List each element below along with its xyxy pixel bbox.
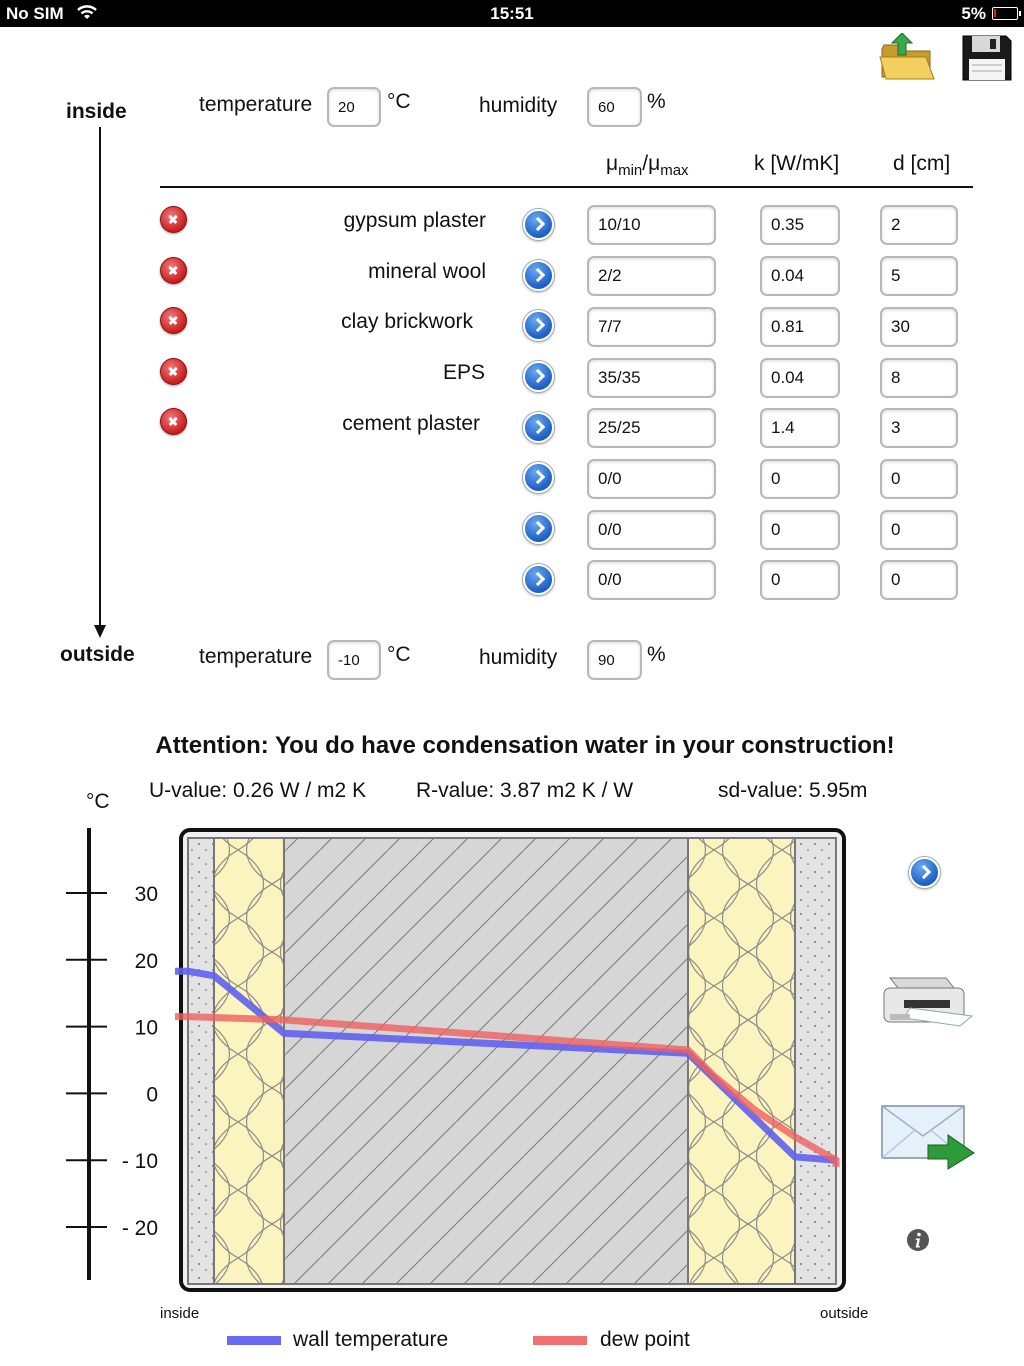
d-input[interactable]: 0 [880, 560, 958, 600]
info-icon[interactable] [906, 1228, 930, 1252]
folder-open-icon[interactable] [878, 33, 938, 83]
battery-percent: 5% [961, 4, 986, 23]
layer-detail-button[interactable] [523, 462, 554, 493]
layer-band-eps [688, 838, 795, 1284]
inside-humidity-input[interactable]: 60 [587, 87, 642, 127]
floppy-disk-icon[interactable] [960, 33, 1014, 83]
mu-input[interactable]: 25/25 [587, 408, 716, 448]
inside-temperature-unit: °C [387, 90, 411, 113]
y-tick-label: 20 [134, 949, 158, 973]
inside-outside-arrow [90, 125, 110, 645]
mu-input[interactable]: 2/2 [587, 256, 716, 296]
legend-dew-label: dew point [600, 1328, 690, 1351]
mu-input[interactable]: 35/35 [587, 358, 716, 398]
y-tick-label: 0 [146, 1083, 158, 1107]
layer-band-clay-brickwork [284, 838, 688, 1284]
k-input[interactable]: 0.04 [760, 256, 840, 296]
y-tick-label: - 10 [121, 1150, 158, 1174]
inside-label: inside [66, 100, 127, 123]
inside-temperature-label: temperature [199, 93, 313, 116]
layer-name[interactable]: gypsum plaster [343, 209, 486, 232]
layer-detail-button[interactable] [523, 209, 554, 240]
mu-input[interactable]: 10/10 [587, 205, 716, 245]
y-axis-unit: °C [86, 790, 110, 813]
y-tick-label: - 20 [121, 1217, 158, 1240]
mu-input[interactable]: 0/0 [587, 560, 716, 600]
layer-detail-button[interactable] [523, 564, 554, 595]
legend-dew-swatch [533, 1336, 587, 1345]
mu-input[interactable]: 0/0 [587, 510, 716, 550]
outside-label: outside [60, 643, 135, 666]
inside-humidity-unit: % [647, 90, 666, 113]
temperature-chart [0, 780, 1024, 1366]
k-input[interactable]: 0 [760, 560, 840, 600]
outside-humidity-label: humidity [479, 646, 558, 669]
delete-layer-button[interactable] [160, 206, 187, 233]
printer-icon[interactable] [880, 972, 976, 1032]
chart-inside-label: inside [160, 1305, 200, 1322]
outside-temperature-label: temperature [199, 645, 313, 668]
inside-humidity-label: humidity [479, 94, 558, 117]
legend-wall-swatch [227, 1336, 281, 1345]
delete-layer-button[interactable] [160, 257, 187, 284]
y-tick-label: 10 [134, 1016, 158, 1040]
k-input[interactable]: 0 [760, 459, 840, 499]
carrier-label: No SIM [6, 4, 64, 23]
d-input[interactable]: 30 [880, 307, 958, 347]
layer-band-mineral-wool [214, 838, 284, 1284]
d-input[interactable]: 2 [880, 205, 958, 245]
delete-layer-button[interactable] [160, 358, 187, 385]
layer-detail-button[interactable] [523, 412, 554, 443]
layer-detail-button[interactable] [523, 260, 554, 291]
inside-temperature-input[interactable]: 20 [327, 87, 381, 127]
u-value: U-value: 0.26 W / m2 K [149, 779, 367, 802]
y-tick-label: 30 [134, 883, 158, 906]
layer-name[interactable]: mineral wool [368, 260, 486, 283]
mu-input[interactable]: 0/0 [587, 459, 716, 499]
outside-temperature-unit: °C [387, 643, 411, 666]
clock: 15:51 [490, 4, 534, 23]
layer-band-cement-plaster [795, 838, 836, 1284]
k-input[interactable]: 0.04 [760, 358, 840, 398]
d-input[interactable]: 0 [880, 459, 958, 499]
chart-outside-label: outside [820, 1305, 869, 1322]
d-column-header: d [cm] [893, 152, 951, 175]
d-input[interactable]: 5 [880, 256, 958, 296]
outside-humidity-unit: % [647, 643, 666, 666]
outside-humidity-input[interactable]: 90 [587, 640, 642, 680]
layer-band-gypsum-plaster [188, 838, 214, 1284]
k-column-header: k [W/mK] [754, 152, 840, 175]
mail-send-icon[interactable] [880, 1103, 978, 1171]
layer-detail-button[interactable] [523, 361, 554, 392]
d-input[interactable]: 8 [880, 358, 958, 398]
header-divider [160, 186, 973, 188]
layer-name[interactable]: cement plaster [342, 412, 480, 435]
layer-detail-button[interactable] [523, 513, 554, 544]
delete-layer-button[interactable] [160, 408, 187, 435]
k-input[interactable]: 0.35 [760, 205, 840, 245]
d-input[interactable]: 3 [880, 408, 958, 448]
r-value: R-value: 3.87 m2 K / W [416, 779, 634, 802]
layer-detail-button[interactable] [523, 310, 554, 341]
battery-icon [992, 7, 1018, 20]
k-input[interactable]: 0 [760, 510, 840, 550]
delete-layer-button[interactable] [160, 307, 187, 334]
d-input[interactable]: 0 [880, 510, 958, 550]
layer-name[interactable]: EPS [442, 361, 485, 384]
condensation-warning: Attention: You do have condensation water in your construction! [155, 732, 895, 759]
mu-column-header: $\mu_{min}/\mu_{max}$ [606, 152, 689, 180]
outside-temperature-input[interactable]: -10 [327, 640, 381, 680]
k-input[interactable]: 0.81 [760, 307, 840, 347]
legend-wall-label: wall temperature [293, 1328, 449, 1351]
mu-input[interactable]: 7/7 [587, 307, 716, 347]
layer-name[interactable]: clay brickwork [341, 310, 473, 333]
k-input[interactable]: 1.4 [760, 408, 840, 448]
sd-value: sd-value: 5.95m [718, 779, 868, 802]
status-bar [0, 0, 1024, 27]
chart-detail-button[interactable] [909, 857, 940, 888]
